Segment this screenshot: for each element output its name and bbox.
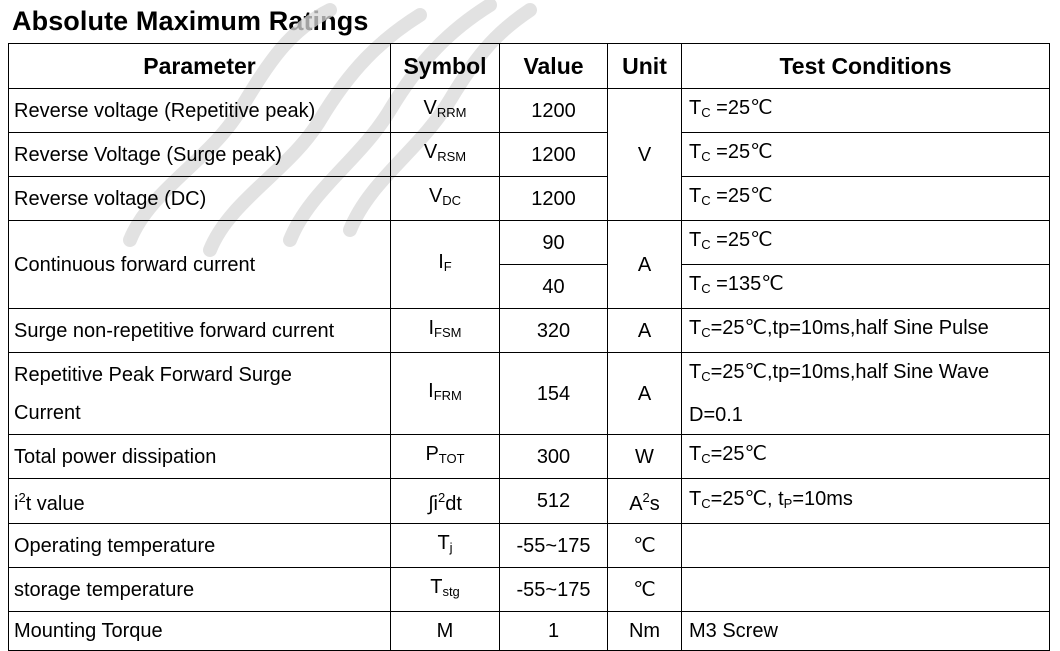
unit-cell: ℃	[608, 524, 682, 568]
header-value: Value	[500, 44, 608, 89]
table-row	[9, 353, 1050, 435]
value-cell: 320	[500, 309, 608, 353]
symbol-cell: $V_{RSM}$	[391, 133, 500, 177]
value-cell: 1	[500, 612, 608, 651]
table-row	[9, 177, 1050, 221]
condition-cell	[682, 568, 1050, 612]
table-row	[9, 568, 1050, 612]
symbol-cell: $T_j$	[391, 524, 500, 568]
parameter-cell: Reverse voltage (Repetitive peak)	[9, 89, 391, 133]
ratings-table	[8, 43, 1050, 651]
header-test-conditions: Test Conditions	[682, 44, 1050, 89]
value-cell: 1200	[500, 133, 608, 177]
symbol-cell: $\int i^2dt$	[391, 479, 500, 524]
header-parameter: Parameter	[9, 44, 391, 89]
condition-cell: $T_C=25℃$, $t_P=10ms$	[682, 479, 1050, 524]
condition-cell: $T_C=25℃,tp=10ms,half$ Sine Pulse	[682, 309, 1050, 353]
table-row	[9, 479, 1050, 524]
parameter-cell: Continuous forward current	[9, 221, 391, 309]
symbol-cell: $V_{DC}$	[391, 177, 500, 221]
value-cell: -55~175	[500, 524, 608, 568]
condition-cell: $T_C$ =25℃	[682, 177, 1050, 221]
unit-cell: A	[608, 309, 682, 353]
condition-cell: M3 Screw	[682, 612, 1050, 651]
condition-cell: $T_C$ =25℃	[682, 133, 1050, 177]
symbol-cell: $V_{RRM}$	[391, 89, 500, 133]
symbol-cell: M	[391, 612, 500, 651]
value-cell: 300	[500, 435, 608, 479]
condition-cell: $T_C$ =135℃	[682, 265, 1050, 309]
unit-cell: Nm	[608, 612, 682, 651]
value-cell: 40	[500, 265, 608, 309]
symbol-cell: $I_F$	[391, 221, 500, 309]
page-title: Absolute Maximum Ratings	[12, 6, 369, 36]
value-cell: 1200	[500, 177, 608, 221]
header-symbol: Symbol	[391, 44, 500, 89]
condition-cell	[682, 524, 1050, 568]
symbol-cell: $I_{FSM}$	[391, 309, 500, 353]
condition-cell: $T_C$ =25℃	[682, 221, 1050, 265]
value-cell: 1200	[500, 89, 608, 133]
value-cell: 512	[500, 479, 608, 524]
condition-cell: $T_C=25℃$	[682, 435, 1050, 479]
unit-cell: V	[608, 89, 682, 221]
unit-cell: A	[608, 221, 682, 309]
parameter-cell: Reverse voltage (DC)	[9, 177, 391, 221]
table-row	[9, 612, 1050, 651]
parameter-cell: Operating temperature	[9, 524, 391, 568]
unit-cell: A	[608, 353, 682, 435]
parameter-cell: Mounting Torque	[9, 612, 391, 651]
unit-cell: $A^2s$	[608, 479, 682, 524]
value-cell: -55~175	[500, 568, 608, 612]
parameter-cell: storage temperature	[9, 568, 391, 612]
parameter-cell: Total power dissipation	[9, 435, 391, 479]
parameter-cell: $i^2t$ value	[9, 479, 391, 524]
unit-cell: W	[608, 435, 682, 479]
condition-cell: $T_C=25℃,tp=10ms,half$ Sine Wave D=0.1	[682, 353, 1050, 435]
symbol-cell: $I_{FRM}$	[391, 353, 500, 435]
header-unit: Unit	[608, 44, 682, 89]
table-row	[9, 524, 1050, 568]
table-row	[9, 221, 1050, 265]
unit-cell: ℃	[608, 568, 682, 612]
table-row	[9, 133, 1050, 177]
symbol-cell: $T_{stg}$	[391, 568, 500, 612]
condition-cell: $T_C$ =25℃	[682, 89, 1050, 133]
symbol-cell: $P_{TOT}$	[391, 435, 500, 479]
parameter-cell: Reverse Voltage (Surge peak)	[9, 133, 391, 177]
value-cell: 154	[500, 353, 608, 435]
table-row	[9, 435, 1050, 479]
table-row	[9, 309, 1050, 353]
parameter-cell: Surge non-repetitive forward current	[9, 309, 391, 353]
value-cell: 90	[500, 221, 608, 265]
table-header-row	[9, 44, 1050, 89]
table-row	[9, 89, 1050, 133]
parameter-cell: Repetitive Peak Forward Surge Current	[9, 353, 391, 435]
